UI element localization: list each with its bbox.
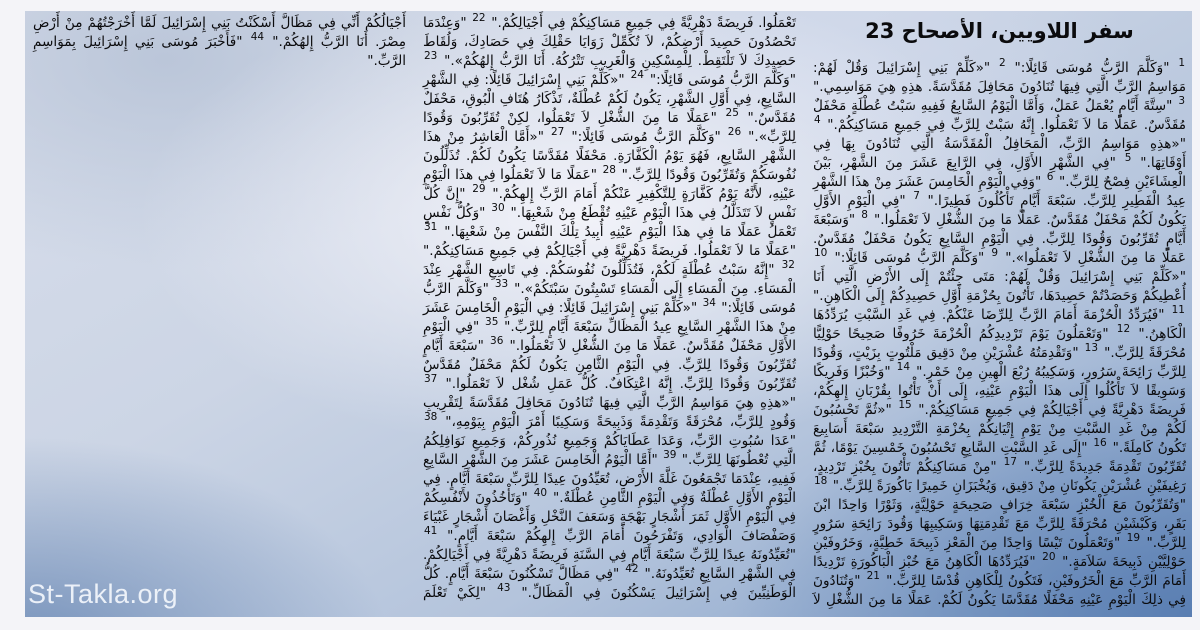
verse-35: $^{35}$ "فِي الْيَوْمِ الأَوَّلِ مَحْفَلٌ مُقَدَّسٌ. عَمَلًا مَا مِنَ الشُّغْلِ لاَ تَعْمَلُوا."	[423, 316, 796, 354]
verse-29: $^{29}$ "إِنَّ كُلَّ نَفْسٍ لاَ تَتَذَلَّلُ فِي هذَا الْيَوْمِ عَيْنِهِ تُقْطَعُ مِنْ شَعْبِهَا."	[423, 183, 797, 221]
verse-number: 35	[485, 316, 499, 329]
scripture-columns	[25, 11, 1192, 617]
verse-number: 19	[1126, 532, 1141, 545]
verse-number: 16	[1093, 437, 1107, 450]
verse-11: $^{11}$ "فَيُرَدِّدُ الْحُزْمَةَ أَمَامَ الرَّبِّ لِلرِّضَا عَنْكُمْ. فِي غَدِ السَّبْتِ يُرَدِّدُهَا الْكَاهِنُ."	[813, 304, 1186, 342]
verse-number: 23	[424, 50, 438, 63]
verse-42: $^{42}$ "فِي مَظَالَّ تَسْكُنُونَ سَبْعَةَ أَيَّامٍ. كُلُّ الْوَطَنِيِّينَ فِي إِسْرَائِيلَ يَسْكُنُونَ فِي الْمَظَالِّ."	[423, 563, 796, 601]
verse-4: $^4$ "«هذِهِ مَوَاسِمُ الرَّبِّ، الْمَحَافِلُ الْمُقَدَّسَةُ الَّتِي تُنَادُونَ بِهَا فِي أَوْقَاتِهَا."	[813, 114, 1186, 171]
verse-number: 15	[898, 399, 912, 412]
verse-number: 10	[814, 247, 828, 260]
verse-number: 32	[781, 259, 795, 272]
verse-number: 8	[861, 209, 868, 222]
verse-41: $^{41}$ "تُعَيِّدُونَهُ عِيدًا لِلرَّبِّ سَبْعَةَ أَيَّامٍ فِي السَّنَةِ فَرِيضَةً دَهْرِيَّةً فِي أَجْيَالِكُمْ. فِي الشَّهْرِ السَّابِعِ تُعَيِّدُونَهُ."	[423, 525, 796, 582]
verse-12: $^{12}$ "وَتَعْمَلُونَ يَوْمَ تَرْدِيدِكُمُ الْحُزْمَةَ خَرُوفًا صَحِيحًا حَوْلِيًّا مُحْرَقَةً لِلرَّبِّ."	[813, 323, 1186, 361]
verse-number: 39	[663, 449, 677, 462]
verse-number: 22	[472, 12, 486, 25]
verse-32: $^{32}$ "إِنَّهُ سَبْتُ عُطْلَةٍ لَكُمْ، فَتُذَلِّلُونَ نُفُوسَكُمْ. فِي تَاسِعِ الشَّهْرِ عِنْدَ الْمَسَاءِ. مِنَ الْمَسَاءِ إِلَى الْمَسَاءِ تَسْبِتُونَ سَبْتَكُمْ»."	[423, 259, 796, 297]
verse-number: 13	[1084, 342, 1099, 355]
verse-44: $^{44}$ "فَأَخْبَرَ مُوسَى بَنِي إِسْرَائِيلَ بِمَوَاسِمِ الرَّبِّ."	[33, 31, 406, 69]
verse-43: $^{43}$ "لِكَيْ تَعْلَمَ أَجْيَالُكُمْ أَنِّي فِي مَظَالَّ أَسْكَنْتُ بَنِي إِسْرَائِيلَ لَمَّا أَخْرَجْتُهُمْ مِنْ أَرْضِ مِصْرَ. أَنَا الرَّبُّ إِلهُكُمْ."	[33, 15, 511, 601]
verse-37: $^{37}$ "«هذِهِ هِيَ مَوَاسِمُ الرَّبِّ الَّتِي فِيهَا تُنَادُونَ مَحَافِلَ مُقَدَّسَةً لِتَقْرِيبِ وَقُودٍ لِلرَّبِّ، مُحْرَقَةً وَتَقْدِمَةً وَذَبِيحَةً وَسَكِيبًا أَمْرَ الْيَوْمِ بِيَوْمِهِ،"	[423, 373, 796, 430]
verse-number: 18	[814, 475, 828, 488]
verse-7: $^7$ "فِي الْيَوْمِ الأَوَّلِ يَكُونُ لَكُمْ مَحْفَلٌ مُقَدَّسٌ. عَمَلًا مَا مِنَ الشُّغْلِ لاَ تَعْمَلُوا."	[813, 190, 1186, 228]
verse-10: $^{10}$ "«كَلِّمْ بَنِي إِسْرَائِيلَ وَقُلْ لَهُمْ: مَتَى جِئْتُمْ إِلَى الأَرْضِ الَّتِي أَنَا أُعْطِيكُمْ وَحَصَدْتُمْ حَصِيدَهَا، تَأْتُونَ بِحُزْمَةِ أَوَّلِ حَصِيدِكُمْ إِلَى الْكَاهِنِ."	[813, 247, 1186, 304]
verse-number: 36	[490, 335, 504, 348]
st-takla-watermark: St-Takla.org	[28, 579, 179, 609]
verse-number: 30	[491, 202, 505, 215]
verse-25: $^{25}$ "عَمَلًا مَا مِنَ الشُّغْلِ لاَ تَعْمَلُوا، لكِنْ تُقَرِّبُونَ وَقُودًا لِلرَّبِّ»."	[423, 107, 796, 145]
verse-21: $^{21}$ "وَتُنَادُونَ فِي ذلِكَ الْيَوْمِ عَيْنِهِ مَحْفَلًا مُقَدَّسًا يَكُونُ لَكُمْ. عَمَلًا مَا مِنَ الشُّغْلِ لاَ تَعْمَلُوا. فَرِيضَةً دَهْرِيَّةً فِي جَمِيعِ مَسَاكِنِكُمْ فِي أَجْيَالِكُمْ."	[486, 15, 1186, 608]
verse-5: $^5$ "فِي الشَّهْرِ الأَوَّلِ، فِي الرَّابِعَ عَشَرَ مِنَ الشَّهْرِ، بَيْنَ الْعِشَاءَيْنِ فِصْحٌ لِلرَّبِّ."	[813, 152, 1187, 190]
verse-9: $^9$ "وَكَلَّمَ الرَّبُّ مُوسَى قَائِلًا:"	[828, 247, 999, 266]
verse-number: 27	[550, 126, 565, 139]
verse-number: 40	[533, 487, 548, 500]
verse-34: $^{34}$ "«كَلِّمْ بَنِي إِسْرَائِيلَ قَائِلًا: فِي الْيَوْمِ الْخَامِسَ عَشَرَ مِنْ هذَا الشَّهْرِ السَّابِعِ عِيدُ الْمَظَالِّ سَبْعَةَ أَيَّامٍ لِلرَّبِّ."	[422, 297, 796, 335]
verse-13: $^{13}$ "وَتَقْدِمَتُهُ عُشْرَيْنِ مِنْ دَقِيق مَلْتُوتٍ بِزَيْتٍ، وَقُودًا لِلرَّبِّ رَائِحَةَ سَرُورٍ، وَسَكِيبُهُ رُبْعَ الْهِينِ مِنْ خَمْرٍ."	[813, 342, 1186, 380]
verse-number: 21	[866, 570, 880, 583]
verse-23: $^{23}$ "وَكَلَّمَ الرَّبُّ مُوسَى قَائِلًا:"	[424, 50, 796, 88]
verse-number: 28	[602, 164, 616, 177]
verse-number: 41	[424, 525, 438, 538]
verse-number: 25	[725, 107, 739, 120]
verse-number: 7	[913, 190, 920, 203]
verse-number: 24	[630, 69, 644, 82]
verse-number: 5	[1124, 152, 1132, 165]
verse-33: $^{33}$ "وَكَلَّمَ الرَّبُّ مُوسَى قَائِلًا:"	[423, 278, 796, 316]
verse-number: 38	[424, 411, 438, 424]
chapter-title: سفر اللاويين، الأصحاح 23	[865, 19, 1134, 43]
verse-number: 34	[702, 297, 716, 310]
verse-14: $^{14}$ "وَخُبْزًا وَفَرِيكًا وَسَوِيقًا لاَ تَأْكُلُوا إِلَى هذَا الْيَوْمِ عَيْنِهِ، إِلَى أَنْ تَأْتُوا بِقُرْبَانِ إِلهِكُمْ، فَرِيضَةً دَهْرِيَّةً فِي أَجْيَالِكُمْ فِي جَمِيعِ مَسَاكِنِكُمْ."	[813, 361, 1186, 418]
verse-20: $^{20}$ "فَيُرَدِّدُهَا الْكَاهِنُ مَعَ خُبْزِ الْبَاكُورَةِ تَرْدِيدًا أَمَامَ الرَّبِّ مَعَ الْخَرُوفَيْنِ، فَتَكُونُ لِلْكَاهِنِ قُدْسًا لِلرَّبِّ."	[813, 551, 1186, 589]
verse-15: $^{15}$ "«ثُمَّ تَحْسُبُونَ لَكُمْ مِنْ غَدِ السَّبْتِ مِنْ يَوْمِ إِتْيَانِكُمْ بِحُزْمَةِ التَّرْدِيدِ سَبْعَةَ أَسَابِيعَ تَكُونُ كَامِلَةً."	[813, 399, 1186, 456]
verse-number: 42	[625, 563, 639, 576]
verse-3: $^3$ "سِتَّةَ أَيَّامٍ يُعْمَلُ عَمَلٌ، وَأَمَّا الْيَوْمُ السَّابِعُ فَفِيهِ سَبْتُ عُطْلَةٍ مَحْفَلٌ مُقَدَّسٌ. عَمَلًا مَا لاَ تَعْمَلُوا. إِنَّهُ سَبْتٌ لِلرَّبِّ فِي جَمِيعِ مَسَاكِنِكُمْ."	[813, 95, 1186, 133]
verse-16: $^{16}$ "إِلَى غَدِ السَّبْتِ السَّابِعِ تَحْسُبُونَ خَمْسِينَ يَوْمًا، ثُمَّ تُقَرِّبُونَ تَقْدِمَةً جَدِيدَةً لِلرَّبِّ."	[813, 437, 1186, 475]
verse-number: 20	[1042, 551, 1056, 564]
verse-number: 6	[1046, 171, 1054, 184]
verse-28: $^{28}$ "عَمَلًا مَا لاَ تَعْمَلُوا فِي هذَا الْيَوْمِ عَيْنِهِ، لأَنَّهُ يَوْمُ كَفَّارَةٍ لِلتَّكْفِيرِ عَنْكُمْ أَمَامَ الرَّبِّ إِلهِكُمْ."	[423, 164, 796, 202]
verse-22: $^{22}$ "وَعِنْدَمَا تَحْصُدُونَ حَصِيدَ أَرْضِكُمْ، لاَ تُكَمِّلْ زَوَايَا حَقْلِكَ فِي حَصَادِكَ، وَلُقَاطَ حَصِيدِكَ لاَ تَلْتَقِطْ. لِلْمِسْكِينِ وَالْغَرِيبِ تَتْرُكُهُ. أَنَا الرَّبُّ إِلهُكُمْ»."	[423, 12, 796, 69]
scripture-text	[33, 14, 1186, 617]
verse-number: 14	[896, 361, 911, 374]
sky-background-image	[25, 11, 1192, 617]
verse-19: $^{19}$ "وَتَعْمَلُونَ تَيْسًا وَاحِدًا مِنَ الْمَعْزِ ذَبِيحَةَ خَطِيَّةٍ، وَخَرُوفَيْنِ حَوْلِيَّيْنِ ذَبِيحَةَ سَلاَمَةٍ."	[813, 532, 1186, 570]
verse-31: $^{31}$ "عَمَلًا مَا لاَ تَعْمَلُوا. فَرِيضَةً دَهْرِيَّةً فِي أَجْيَالِكُمْ فِي جَمِيعِ مَسَاكِنِكُمْ."	[423, 221, 796, 259]
verse-number: 37	[424, 373, 438, 386]
verse-1: $^1$ "وَكَلَّمَ الرَّبُّ مُوسَى قَائِلًا:"	[1006, 57, 1185, 76]
verse-39: $^{39}$ "أَمَّا الْيَوْمُ الْخَامِسَ عَشَرَ مِنَ الشَّهْرِ السَّابِعِ فَفِيهِ، عِنْدَمَا تَجْمَعُونَ غَلَّةَ الأَرْضِ، تُعَيِّدُونَ عِيدًا لِلرَّبِّ سَبْعَةَ أَيَّامٍ. فِي الْيَوْمِ الأَوَّلِ عُطْلَةٌ وَفِي الْيَوْمِ الثَّامِنِ عُطْلَةٌ."	[423, 449, 796, 506]
verse-30: $^{30}$ "وَكُلُّ نَفْسٍ تَعْمَلُ عَمَلًا مَا فِي هذَا الْيَوْمِ عَيْنِهِ أُبِيدُ تِلْكَ النَّفْسَ مِنْ شَعْبِهَا."	[423, 202, 796, 240]
verse-number: 12	[1116, 323, 1131, 336]
verse-number: 17	[1003, 456, 1017, 469]
verse-24: $^{24}$ "«كَلِّمْ بَنِي إِسْرَائِيلَ قَائِلًا: فِي الشَّهْرِ السَّابِعِ، فِي أَوَّلِ الشَّهْرِ، يَكُونُ لَكُمْ عُطْلَةٌ، تَذْكَارُ هُتَافِ الْبُوقِ، مَحْفَلٌ مُقَدَّسٌ."	[423, 69, 796, 126]
verse-36: $^{36}$ "سَبْعَةَ أَيَّامٍ تُقَرِّبُونَ وَقُودًا لِلرَّبِّ. فِي الْيَوْمِ الثَّامِنِ يَكُونُ لَكُمْ مَحْفَلٌ مُقَدَّسٌ تُقَرِّبُونَ وَقُودًا لِلرَّبِّ. إِنَّهُ اعْتِكَافٌ. كُلُّ عَمَلِ شُغْل لاَ تَعْمَلُوا."	[423, 335, 796, 392]
verse-8: $^8$ "وَسَبْعَةَ أَيَّامٍ تُقَرِّبُونَ وَقُودًا لِلرَّبِّ. فِي الْيَوْمِ السَّابِعِ يَكُونُ مَحْفَلٌ مُقَدَّسٌ. عَمَلًا مَا مِنَ الشُّغْلِ لاَ تَعْمَلُوا»."	[813, 209, 1186, 266]
verse-40: $^{40}$ "وَتَأْخُذُونَ لأَنْفُسِكُمْ فِي الْيَوْمِ الأَوَّلِ ثَمَرَ أَشْجَارٍ بَهْجَةٍ وَسَعَفَ النَّخْلِ وَأَغْصَانَ أَشْجَارٍ غَبْيَاءَ وَصَفْصَافَ الْوَادِي، وَتَفْرَحُونَ أَمَامَ الرَّبِّ إِلهِكُمْ سَبْعَةَ أَيَّامٍ."	[423, 487, 796, 544]
verse-number: 29	[472, 183, 486, 196]
verse-6: $^6$ "وَفِي الْيَوْمِ الْخَامِسَ عَشَرَ مِنْ هذَا الشَّهْرِ عِيدُ الْفَطِيرِ لِلرَّبِّ. سَبْعَةَ أَيَّامٍ تَأْكُلُونَ فَطِيرًا."	[813, 171, 1186, 209]
verse-number: 11	[1171, 304, 1185, 317]
verse-number: 26	[727, 126, 742, 139]
verse-number: 44	[250, 31, 265, 44]
verse-17: $^{17}$ "مِنْ مَسَاكِنِكُمْ تَأْتُونَ بِخُبْزِ تَرْدِيدٍ، رَغِيفَيْنِ عُشْرَيْنِ يَكُونَانِ مِنْ دَقِيق، وَيُخْبَزَانِ خَمِيرًا بَاكُورَةً لِلرَّبِّ."	[813, 456, 1186, 494]
verse-38: $^{38}$ "عَدَا سُبُوتِ الرَّبِّ، وَعَدَا عَطَايَاكُمْ وَجَمِيعِ نُذُورِكُمْ، وَجَمِيعِ نَوَافِلِكُمُ الَّتِي تُعْطُونَهَا لِلرَّبِّ."	[423, 411, 796, 468]
verse-number: 9	[991, 247, 999, 260]
verse-number: 4	[814, 114, 821, 127]
verse-number: 1	[1178, 57, 1185, 70]
verse-18: $^{18}$ "وَتُقَرِّبُونَ مَعَ الْخُبْزِ سَبْعَةَ خِرَافٍ صَحِيحَةٍ حَوْلِيَّةٍ، وَثَوْرًا وَاحِدًا ابْنَ بَقَرٍ، وَكَبْشَيْنِ مُحْرَقَةً لِلرَّبِّ مَعَ تَقْدِمَتِهَا وَسَكِيبِهَا وَقُودَ رَائِحَةِ سَرُورٍ لِلرَّبِّ."	[813, 475, 1186, 551]
verse-number: 43	[497, 582, 511, 595]
verse-26: $^{26}$ "وَكَلَّمَ الرَّبُّ مُوسَى قَائِلًا:"	[565, 126, 742, 145]
verse-27: $^{27}$ "«أَمَّا الْعَاشِرُ مِنْ هذَا الشَّهْرِ السَّابِعِ، فَهُوَ يَوْمُ الْكَفَّارَةِ. مَحْفَلًا مُقَدَّسًا يَكُونُ لَكُمْ. تُذَلِّلُونَ نُفُوسَكُمْ وَتُقَرِّبُونَ وَقُودًا لِلرَّبِّ."	[423, 126, 796, 183]
verse-number: 31	[424, 221, 438, 234]
verse-number: 2	[999, 57, 1006, 70]
verse-number: 3	[1178, 95, 1185, 108]
verse-2: $^2$ "«كَلِّمْ بَنِي إِسْرَائِيلَ وَقُلْ لَهُمْ: مَوَاسِمُ الرَّبِّ الَّتِي فِيهَا تُنَادُونَ مَحَافِلَ مُقَدَّسَةً. هذِهِ هِيَ مَوَاسِمِي."	[813, 57, 1186, 95]
verse-number: 33	[494, 278, 509, 291]
